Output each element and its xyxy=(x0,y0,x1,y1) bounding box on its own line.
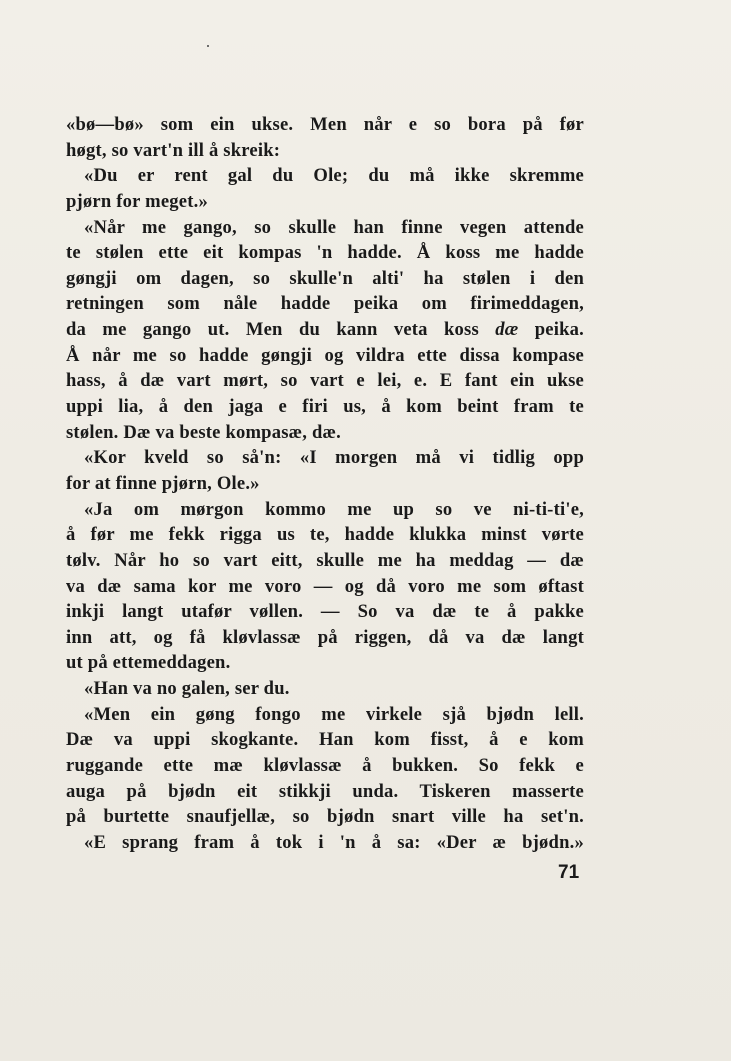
text-line: va dæ sama kor me voro — og då voro me som øftast xyxy=(66,575,584,597)
text-line: stølen. Dæ va beste kompasæ, dæ. xyxy=(66,421,341,443)
italic-word: dæ xyxy=(495,319,519,341)
text-segment: peika. xyxy=(518,319,584,341)
text-line: pjørn for meget.» xyxy=(66,190,208,212)
text-segment: da me gango ut. Men du kann veta koss xyxy=(66,319,496,341)
text-line: ut på ettemeddagen. xyxy=(66,652,231,674)
text-line: Å når me so hadde gøngji og vildra ette dissa kompase xyxy=(66,344,584,366)
text-line: gøngji om dagen, so skulle'n alti' ha stølen i den xyxy=(66,267,584,289)
text-line: på burtette snaufjellæ, so bjødn snart ville ha set'n. xyxy=(66,806,584,828)
text-line: «Kor kveld so så'n: «I morgen må vi tidlig opp xyxy=(84,447,584,469)
text-line: «bø—bø» som ein ukse. Men når e so bora på før xyxy=(66,114,584,135)
text-line: hass, å dæ vart mørt, so vart e lei, e. E fant ein ukse xyxy=(66,370,584,392)
text-line: tølv. Når ho so vart eitt, skulle me ha meddag — dæ xyxy=(66,549,584,571)
text-line: «Men ein gøng fongo me virkele sjå bjødn lell. xyxy=(84,703,584,725)
text-line: å før me fekk rigga us te, hadde klukka minst vørte xyxy=(66,524,584,546)
text-line: auga på bjødn eit stikkji unda. Tiskeren masserte xyxy=(66,780,584,802)
text-line: uppi lia, å den jaga e firi us, å kom beint fram te xyxy=(66,396,584,418)
text-line: inkji langt utafør vøllen. — So va dæ te å pakke xyxy=(66,601,584,623)
text-line: Dæ va uppi skogkante. Han kom fisst, å e kom xyxy=(66,729,584,751)
text-line: «Han va no galen, ser du. xyxy=(84,678,290,700)
text-line: «E sprang fram å tok i 'n å sa: «Der æ bjødn.» xyxy=(84,831,584,853)
text-line: te stølen ette eit kompas 'n hadde. Å koss me hadde xyxy=(66,242,584,264)
page-number: 71 xyxy=(558,862,580,883)
text-line xyxy=(66,317,584,343)
body-text xyxy=(66,112,584,856)
text-line: for at finne pjørn, Ole.» xyxy=(66,472,260,494)
text-line: ruggande ette mæ kløvlassæ å bukken. So fekk e xyxy=(66,755,584,777)
text-line: inn att, og få kløvlassæ på riggen, då va dæ langt xyxy=(66,626,584,648)
text-line: høgt, so vart'n ill å skreik: xyxy=(66,139,281,161)
speck-mark xyxy=(207,45,209,47)
text-line: retningen som nåle hadde peika om firimeddagen, xyxy=(66,293,584,315)
text-line: «Ja om mørgon kommo me up so ve ni-ti-ti'e, xyxy=(84,498,584,520)
text-line: «Du er rent gal du Ole; du må ikke skremme xyxy=(84,165,584,187)
text-line: «Når me gango, so skulle han finne vegen attende xyxy=(84,216,584,238)
